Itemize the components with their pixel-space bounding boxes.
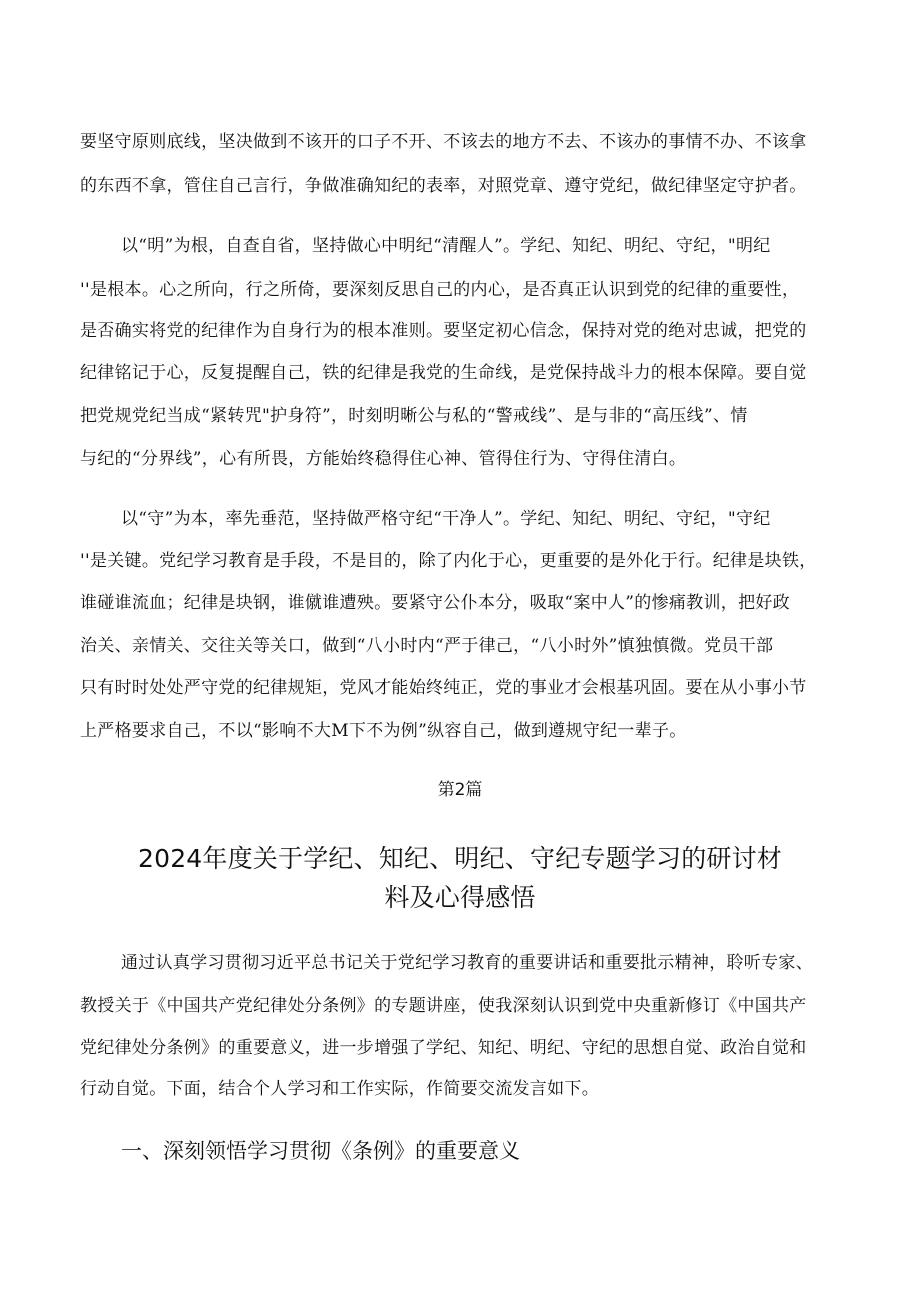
paragraph-line: 的东西不拿，管住自己言行，争做准确知纪的表率，对照党章、遵守党纪，做纪律坚定守护者。	[80, 176, 807, 196]
paragraph-line: 教授关于《中国共产党纪律处分条例》的专题讲座，使我深刻认识到党中央重新修订《中国共产	[80, 996, 807, 1016]
paragraph-line: 与纪的“分界线”，心有所畏，方能始终稳得住心神、管得住行为、守得住清白。	[80, 449, 687, 469]
page-title: 2024年度关于学纪、知纪、明纪、守纪专题学习的研讨材	[137, 844, 783, 873]
section-heading: 一、深刻领悟学习贯彻《条例》的重要意义	[121, 1139, 520, 1163]
paragraph-line: 通过认真学习贯彻习近平总书记关于党纪学习教育的重要讲话和重要批示精神，聆听专家、	[121, 953, 813, 973]
paragraph-line: 行动自觉。下面，结合个人学习和工作实际，作简要交流发言如下。	[80, 1079, 599, 1099]
paragraph-line: 把党规党纪当成“紧转咒"护身符”，时刻明晰公与私的“警戒线”、是与非的“高压线”、情	[80, 406, 748, 426]
paragraph-line: ''是根本。心之所向，行之所倚，要深刻反思自己的内心，是否真正认识到党的纪律的重要性，	[80, 280, 800, 300]
section-label: 第2篇	[437, 780, 483, 800]
paragraph-line: ''是关键。党纪学习教育是手段，不是目的，除了内化于心，更重要的是外化于行。纪律是块铁，	[80, 551, 817, 571]
paragraph-line: 要坚守原则底线，坚决做到不该开的口子不开、不该去的地方不去、不该办的事情不办、不该拿	[80, 132, 807, 152]
paragraph-line: 上严格要求自己，不以“影响不大M下不为例”纵容自己，做到遵规守纪一辈子。	[80, 721, 687, 741]
paragraph-line: 谁碰谁流血；纪律是块钢，谁僦谁遭殃。要紧守公仆本分，吸取“案中人”的惨痛教训，把好政	[80, 593, 790, 613]
paragraph-line: 治关、亲情关、交往关等关口，做到“八小时内“严于律己，“八小时外”慎独慎微。党员干部	[80, 636, 774, 656]
paragraph-line: 纪律铭记于心，反复提醒自己，铁的纪律是我党的生命线，是党保持战斗力的根本保障。要自觉	[80, 363, 807, 383]
paragraph-line: 是否确实将党的纪律作为自身行为的根本准则。要坚定初心信念，保持对党的绝对忠诚，把党的	[80, 321, 807, 341]
paragraph-line: 党纪律处分条例》的重要意义，进一步增强了学纪、知纪、明纪、守纪的思想自觉、政治自觉和	[80, 1038, 807, 1058]
paragraph-line: 只有时时处处严守党的纪律规矩，党风才能始终纯正，党的事业才会根基巩固。要在从小事小节	[80, 678, 807, 698]
page-title: 料及心得感悟	[384, 883, 536, 912]
paragraph-line: 以“守”为本，率先垂范，坚持做严格守纪“干净人”。学纪、知纪、明纪、守纪，"守纪	[121, 509, 771, 529]
paragraph-line: 以“明”为根，自查自省，坚持做心中明纪“清醒人”。学纪、知纪、明纪、守纪，"明纪	[121, 236, 771, 256]
